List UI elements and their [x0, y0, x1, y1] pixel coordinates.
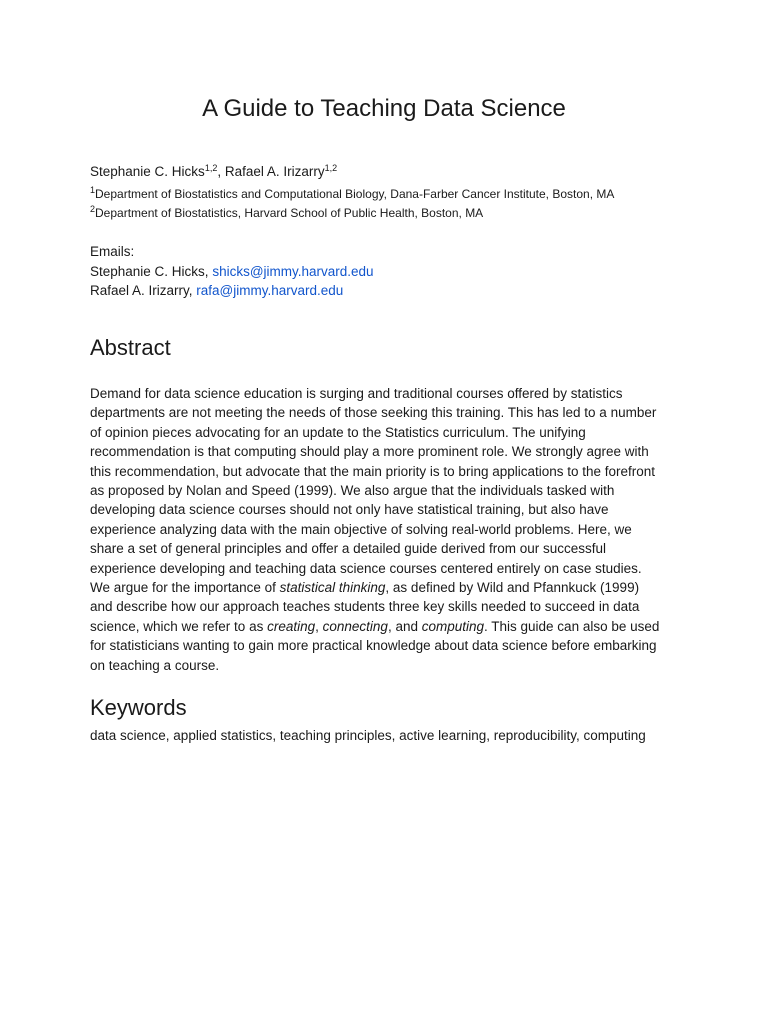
keywords-heading: Keywords: [90, 695, 187, 720]
abstract-emphasis: creating: [267, 618, 316, 634]
email-owner: Stephanie C. Hicks,: [90, 263, 213, 279]
email-link[interactable]: rafa@jimmy.harvard.edu: [196, 283, 344, 298]
abstract-line: Demand for data science education is surging and traditional courses offered by statistics: [90, 386, 623, 401]
abstract-line: developing data science courses should not only have statistical training, but also have: [90, 502, 609, 518]
email-owner: Rafael A. Irizarry,: [90, 283, 197, 298]
author-list: [90, 163, 337, 181]
abstract-line: as proposed by Nolan and Speed (1999). We also argue that the individuals tasked with: [90, 483, 615, 499]
abstract-text: , as defined by Wild and Pfannkuck (1999): [385, 580, 640, 596]
affiliation-number: 2: [90, 204, 96, 214]
author-name: Stephanie C. Hicks: [90, 164, 205, 179]
affiliation: [90, 185, 614, 203]
abstract-text: We argue for the importance of: [90, 580, 280, 596]
author-affiliation-marker: 1,2: [204, 163, 218, 173]
email-entry: [90, 262, 374, 282]
abstract-body: [90, 384, 680, 675]
abstract-emphasis: computing: [421, 618, 485, 634]
abstract-line: and describe how our approach teaches students three key skills needed to succeed in data: [90, 599, 640, 615]
abstract-line: on teaching a course.: [90, 657, 220, 673]
abstract-line: experience analyzing data with the main objective of solving real-world problems. Here, we: [90, 521, 632, 537]
abstract-emphasis: statistical thinking: [279, 580, 386, 596]
author-name: Rafael A. Irizarry: [224, 164, 325, 179]
paper-title: A Guide to Teaching Data Science: [202, 95, 566, 122]
affiliation-text: Department of Biostatistics and Computational Biology, Dana-Farber Cancer Institute, Boston, MA: [95, 187, 615, 201]
abstract-line: recommendation is that computing should play a more prominent role. We strongly agree with: [90, 444, 649, 460]
affiliation: [90, 204, 483, 222]
abstract-text: science, which we refer to as: [90, 618, 268, 634]
abstract-text: ,: [315, 618, 323, 634]
abstract-line: experience developing and teaching data science courses centered entirely on case studies.: [90, 560, 642, 576]
abstract-line: departments are not meeting the needs of those seeking this training. This has led to a number: [90, 405, 657, 421]
abstract-line: for statisticians wanting to gain more practical knowledge about data science before embarking: [90, 638, 657, 654]
abstract-text: . This guide can also be used: [484, 618, 660, 634]
affiliation-text: Department of Biostatistics, Harvard School of Public Health, Boston, MA: [95, 206, 484, 220]
emails-label: Emails:: [90, 244, 135, 259]
abstract-heading: Abstract: [90, 335, 171, 360]
email-entry: [90, 281, 374, 301]
abstract-emphasis: connecting: [322, 618, 388, 634]
abstract-line: share a set of general principles and offer a detailed guide derived from our successful: [90, 541, 607, 557]
author-affiliation-marker: 1,2: [324, 163, 338, 173]
abstract-line: [90, 617, 680, 636]
abstract-text: , and: [387, 618, 422, 634]
email-block: [90, 242, 374, 301]
abstract-line: of opinion pieces advocating for an update to the Statistics curriculum. The unifying: [90, 424, 586, 440]
author-separator: ,: [217, 164, 225, 179]
abstract-line: this recommendation, but advocate that the main priority is to bring applications to the forefront: [90, 463, 656, 479]
affiliation-number: 1: [90, 185, 96, 195]
email-link[interactable]: shicks@jimmy.harvard.edu: [212, 263, 374, 279]
keywords-text: data science, applied statistics, teaching principles, active learning, reproducibility, computing: [90, 728, 646, 743]
abstract-line: [90, 578, 680, 597]
